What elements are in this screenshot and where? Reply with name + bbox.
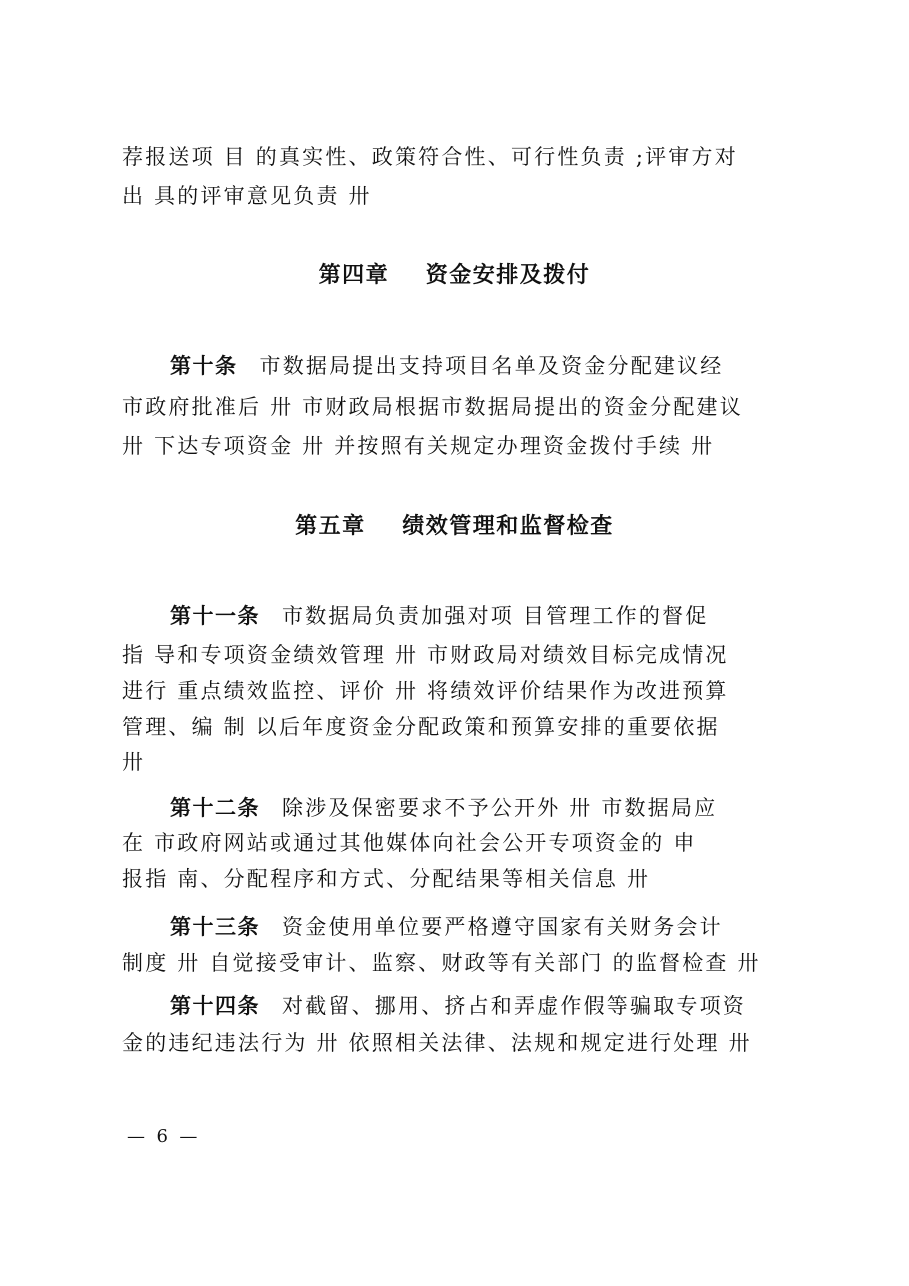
article-line: [170, 356, 724, 377]
article-line: 卅 下达专项资金 卅 并按照有关规定办理资金拨付手续 卅: [122, 434, 715, 458]
article-line: 报指 南、分配程序和方式、分配结果等相关信息 卅: [122, 867, 651, 891]
article-label: 第十二条: [170, 796, 260, 820]
article-line: 制度 卅 自觉接受审计、监察、财政等有关部门 的监督检查 卅: [122, 951, 761, 975]
article-text: 市数据局提出支持项目名单及资金分配建议经: [259, 354, 724, 378]
article-line: [170, 606, 708, 627]
article-line: 指 导和专项资金绩效管理 卅 市财政局对绩效目标完成情况: [122, 643, 729, 667]
article-line: 卅: [122, 750, 146, 774]
article-text: 资金使用单位要严格遵守国家有关财务会计: [282, 915, 723, 939]
page-number: — 6 —: [127, 1126, 198, 1147]
article-line: 管理、编 制 以后年度资金分配政策和预算安排的重要依据: [122, 715, 720, 739]
chapter-heading: 第五章 绩效管理和监督检查: [295, 514, 614, 539]
article-line: 金的违纪违法行为 卅 依照相关法律、法规和规定进行处理 卅: [122, 1031, 752, 1055]
article-label: 第十一条: [170, 604, 260, 628]
article-line: [170, 917, 723, 938]
article-label: 第十条: [170, 354, 238, 378]
article-line: [170, 996, 746, 1017]
article-text: 市数据局负责加强对项 目管理工作的督促: [282, 604, 709, 628]
article-line: 市政府批准后 卅 市财政局根据市数据局提出的资金分配建议: [122, 395, 743, 419]
article-line: 进行 重点绩效监控、评价 卅 将绩效评价结果作为改进预算: [122, 679, 729, 703]
article-line: 在 市政府网站或通过其他媒体向社会公开专项资金的 申: [122, 831, 697, 855]
chapter-heading: 第四章 资金安排及拨付: [318, 263, 591, 288]
article-text: 对截留、挪用、挤占和弄虚作假等骗取专项资: [282, 994, 746, 1018]
article-text: 除涉及保密要求不予公开外 卅 市数据局应: [282, 796, 718, 820]
paragraph-line: 出 具的评审意见负责 卅: [122, 184, 372, 208]
paragraph-line: 荐报送项 目 的真实性、政策符合性、可行性负责 ;评审方对: [122, 145, 738, 169]
article-line: [170, 798, 717, 819]
article-label: 第十三条: [170, 915, 260, 939]
article-label: 第十四条: [170, 994, 260, 1018]
